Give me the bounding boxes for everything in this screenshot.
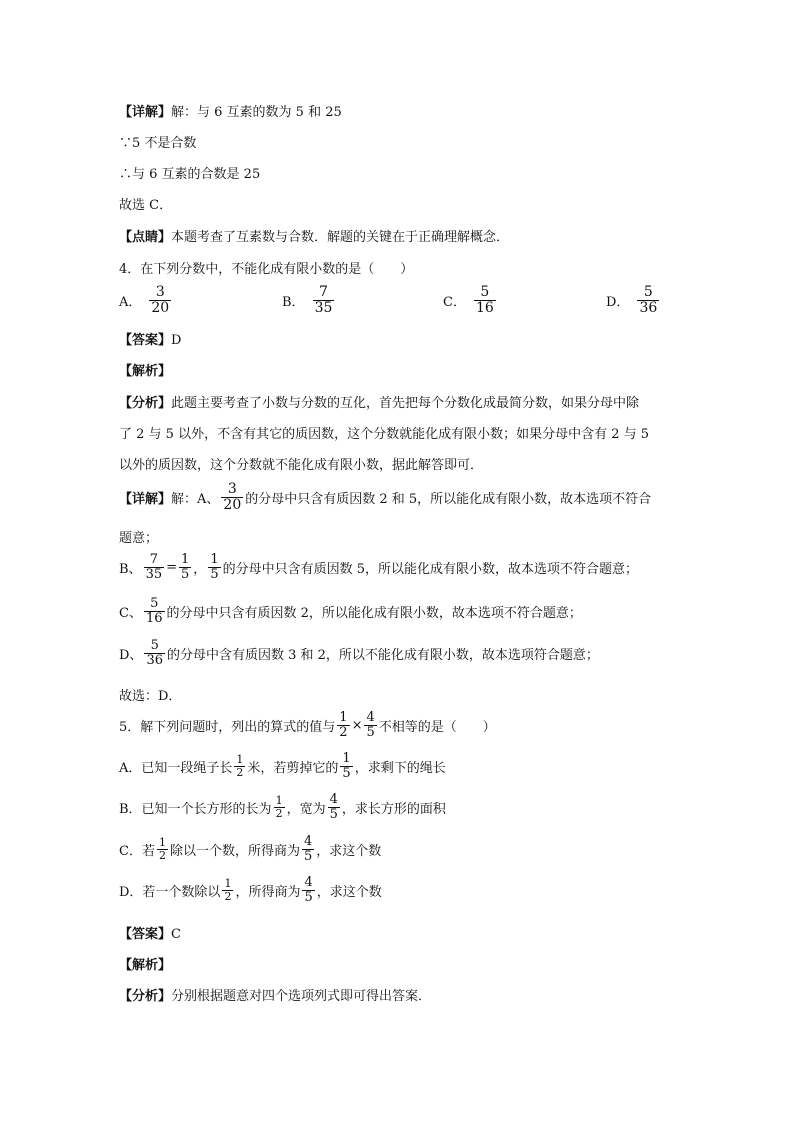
choice-line: 故选 C． [119, 198, 173, 213]
because-line: ∵5 不是合数 [119, 136, 197, 151]
option-label: B． [282, 294, 305, 310]
question-5-stem: 5．解下列问题时，列出的算式的值与 $\frac{1}{2}$ × $\frac{4}{5}$ 不相等的是（ ） [119, 710, 496, 740]
option-label: D． [606, 294, 630, 310]
q4-detail-c: C、 $\frac{5}{16}$ 的分母中只含有质因数 2，所以能化成有限小数，故本选项不符合题意； [119, 596, 582, 626]
q5-option-c: C．若 $\frac{1}{2}$ 除以一个数，所得商为 $\frac{4}{5}$ ，求这个数 [119, 834, 382, 864]
q4-option-d [606, 285, 661, 315]
fraction: $\frac{5}{36}$ [146, 638, 163, 668]
detail-paragraph [119, 104, 342, 122]
q4-conclusion: 故选：D． [119, 689, 182, 704]
fraction: $\frac{1}{2}$ [224, 877, 232, 903]
fraction: $\frac{1}{2}$ [275, 794, 283, 820]
q5-analysis-heading: 【解析】 [119, 958, 172, 973]
fenxi-heading: 【分析】 [119, 396, 172, 411]
q4-detail-a-cont: 题意； [119, 531, 159, 546]
q4-fenxi-line-2: 了 2 与 5 以外，不含有其它的质因数，这个分数就能化成有限小数；如果分母中含有 2 与 5 [119, 427, 650, 442]
comment-heading: 【点睛】 [119, 230, 172, 245]
fraction: $\frac{1}{2}$ [236, 753, 244, 779]
comment-text: 本题考查了互素数与合数．解题的关键在于正确理解概念． [171, 230, 510, 245]
fraction: $\frac{3}{20}$ [151, 284, 170, 316]
fraction: $\frac{1}{5}$ [210, 552, 219, 582]
fraction: $\frac{1}{2}$ [339, 710, 348, 740]
detail-heading: 【详解】 [119, 105, 172, 120]
answer-value: D [171, 333, 182, 348]
detail-text: 解：与 6 互素的数为 5 和 25 [171, 105, 342, 120]
fraction: $\frac{4}{5}$ [303, 834, 313, 864]
q4-fenxi-line-1: 【分析】此题主要考查了小数与分数的互化，首先把每个分数化成最简分数，如果分母中除 [119, 396, 640, 411]
q4-detail-b: B、 $\frac{7}{35}$ = $\frac{1}{5}$ ， $\frac{1}{5}$ 的分母中只含有质因数 5，所以能化成有限小数，故本选项不符合题意； [119, 552, 638, 582]
question-4-stem: 4．在下列分数中，不能化成有限小数的是（ ） [119, 262, 414, 277]
answer-heading: 【答案】 [119, 927, 172, 942]
option-label: C． [443, 294, 466, 310]
fraction: $\frac{4}{5}$ [304, 875, 313, 905]
q4-fenxi-line-3: 以外的质因数，这个分数就不能化成有限小数，据此解答即可． [119, 458, 484, 473]
q4-analysis-heading: 【解析】 [119, 364, 172, 379]
q5-option-b: B．已知一个长方形的长为 $\frac{1}{2}$ ，宽为 $\frac{4}{5}$ ，求长方形的面积 [119, 792, 446, 822]
fraction: $\frac{3}{20}$ [223, 481, 242, 513]
answer-value: C [171, 927, 181, 942]
fraction: $\frac{1}{5}$ [342, 751, 351, 781]
fraction: $\frac{4}{5}$ [366, 710, 375, 740]
fenxi-heading: 【分析】 [119, 989, 172, 1004]
detail-heading: 【详解】 [119, 491, 172, 507]
answer-heading: 【答案】 [119, 333, 172, 348]
fraction: $\frac{4}{5}$ [329, 792, 338, 822]
fraction: $\frac{1}{2}$ [158, 836, 166, 862]
q4-answer [119, 332, 181, 350]
fraction: $\frac{7}{35}$ [145, 552, 163, 582]
q4-detail-d: D、 $\frac{5}{36}$ 的分母中含有质因数 3 和 2，所以不能化成有限小数，故本选项符合题意； [119, 638, 599, 668]
q4-option-a [119, 285, 173, 315]
q5-fenxi: 【分析】分别根据题意对四个选项列式即可得出答案． [119, 989, 432, 1004]
q5-option-d: D．若一个数除以 $\frac{1}{2}$ ，所得商为 $\frac{4}{5}$ ，求这个数 [119, 875, 382, 905]
fraction: $\frac{7}{35}$ [314, 284, 333, 316]
q4-detail-a: 【详解】 解：A、 $\frac{3}{20}$ 的分母中只含有质因数 2 和 5，所以能化成有限小数，故本选项不符合 [119, 481, 652, 513]
fraction: $\frac{5}{16}$ [475, 284, 494, 316]
q5-option-a: A．已知一段绳子长 $\frac{1}{2}$ 米，若剪掉它的 $\frac{1}{5}$ ，求剩下的绳长 [119, 751, 446, 781]
therefore-line: ∴与 6 互素的合数是 25 [119, 167, 261, 182]
q5-answer [119, 926, 181, 944]
q4-option-b [282, 285, 336, 315]
option-label: A． [119, 294, 142, 310]
comment-paragraph [119, 229, 509, 247]
fraction: $\frac{5}{36}$ [639, 284, 658, 316]
fraction: $\frac{1}{5}$ [181, 552, 190, 582]
q4-option-c [443, 285, 498, 315]
fraction: $\frac{5}{16}$ [145, 596, 163, 626]
